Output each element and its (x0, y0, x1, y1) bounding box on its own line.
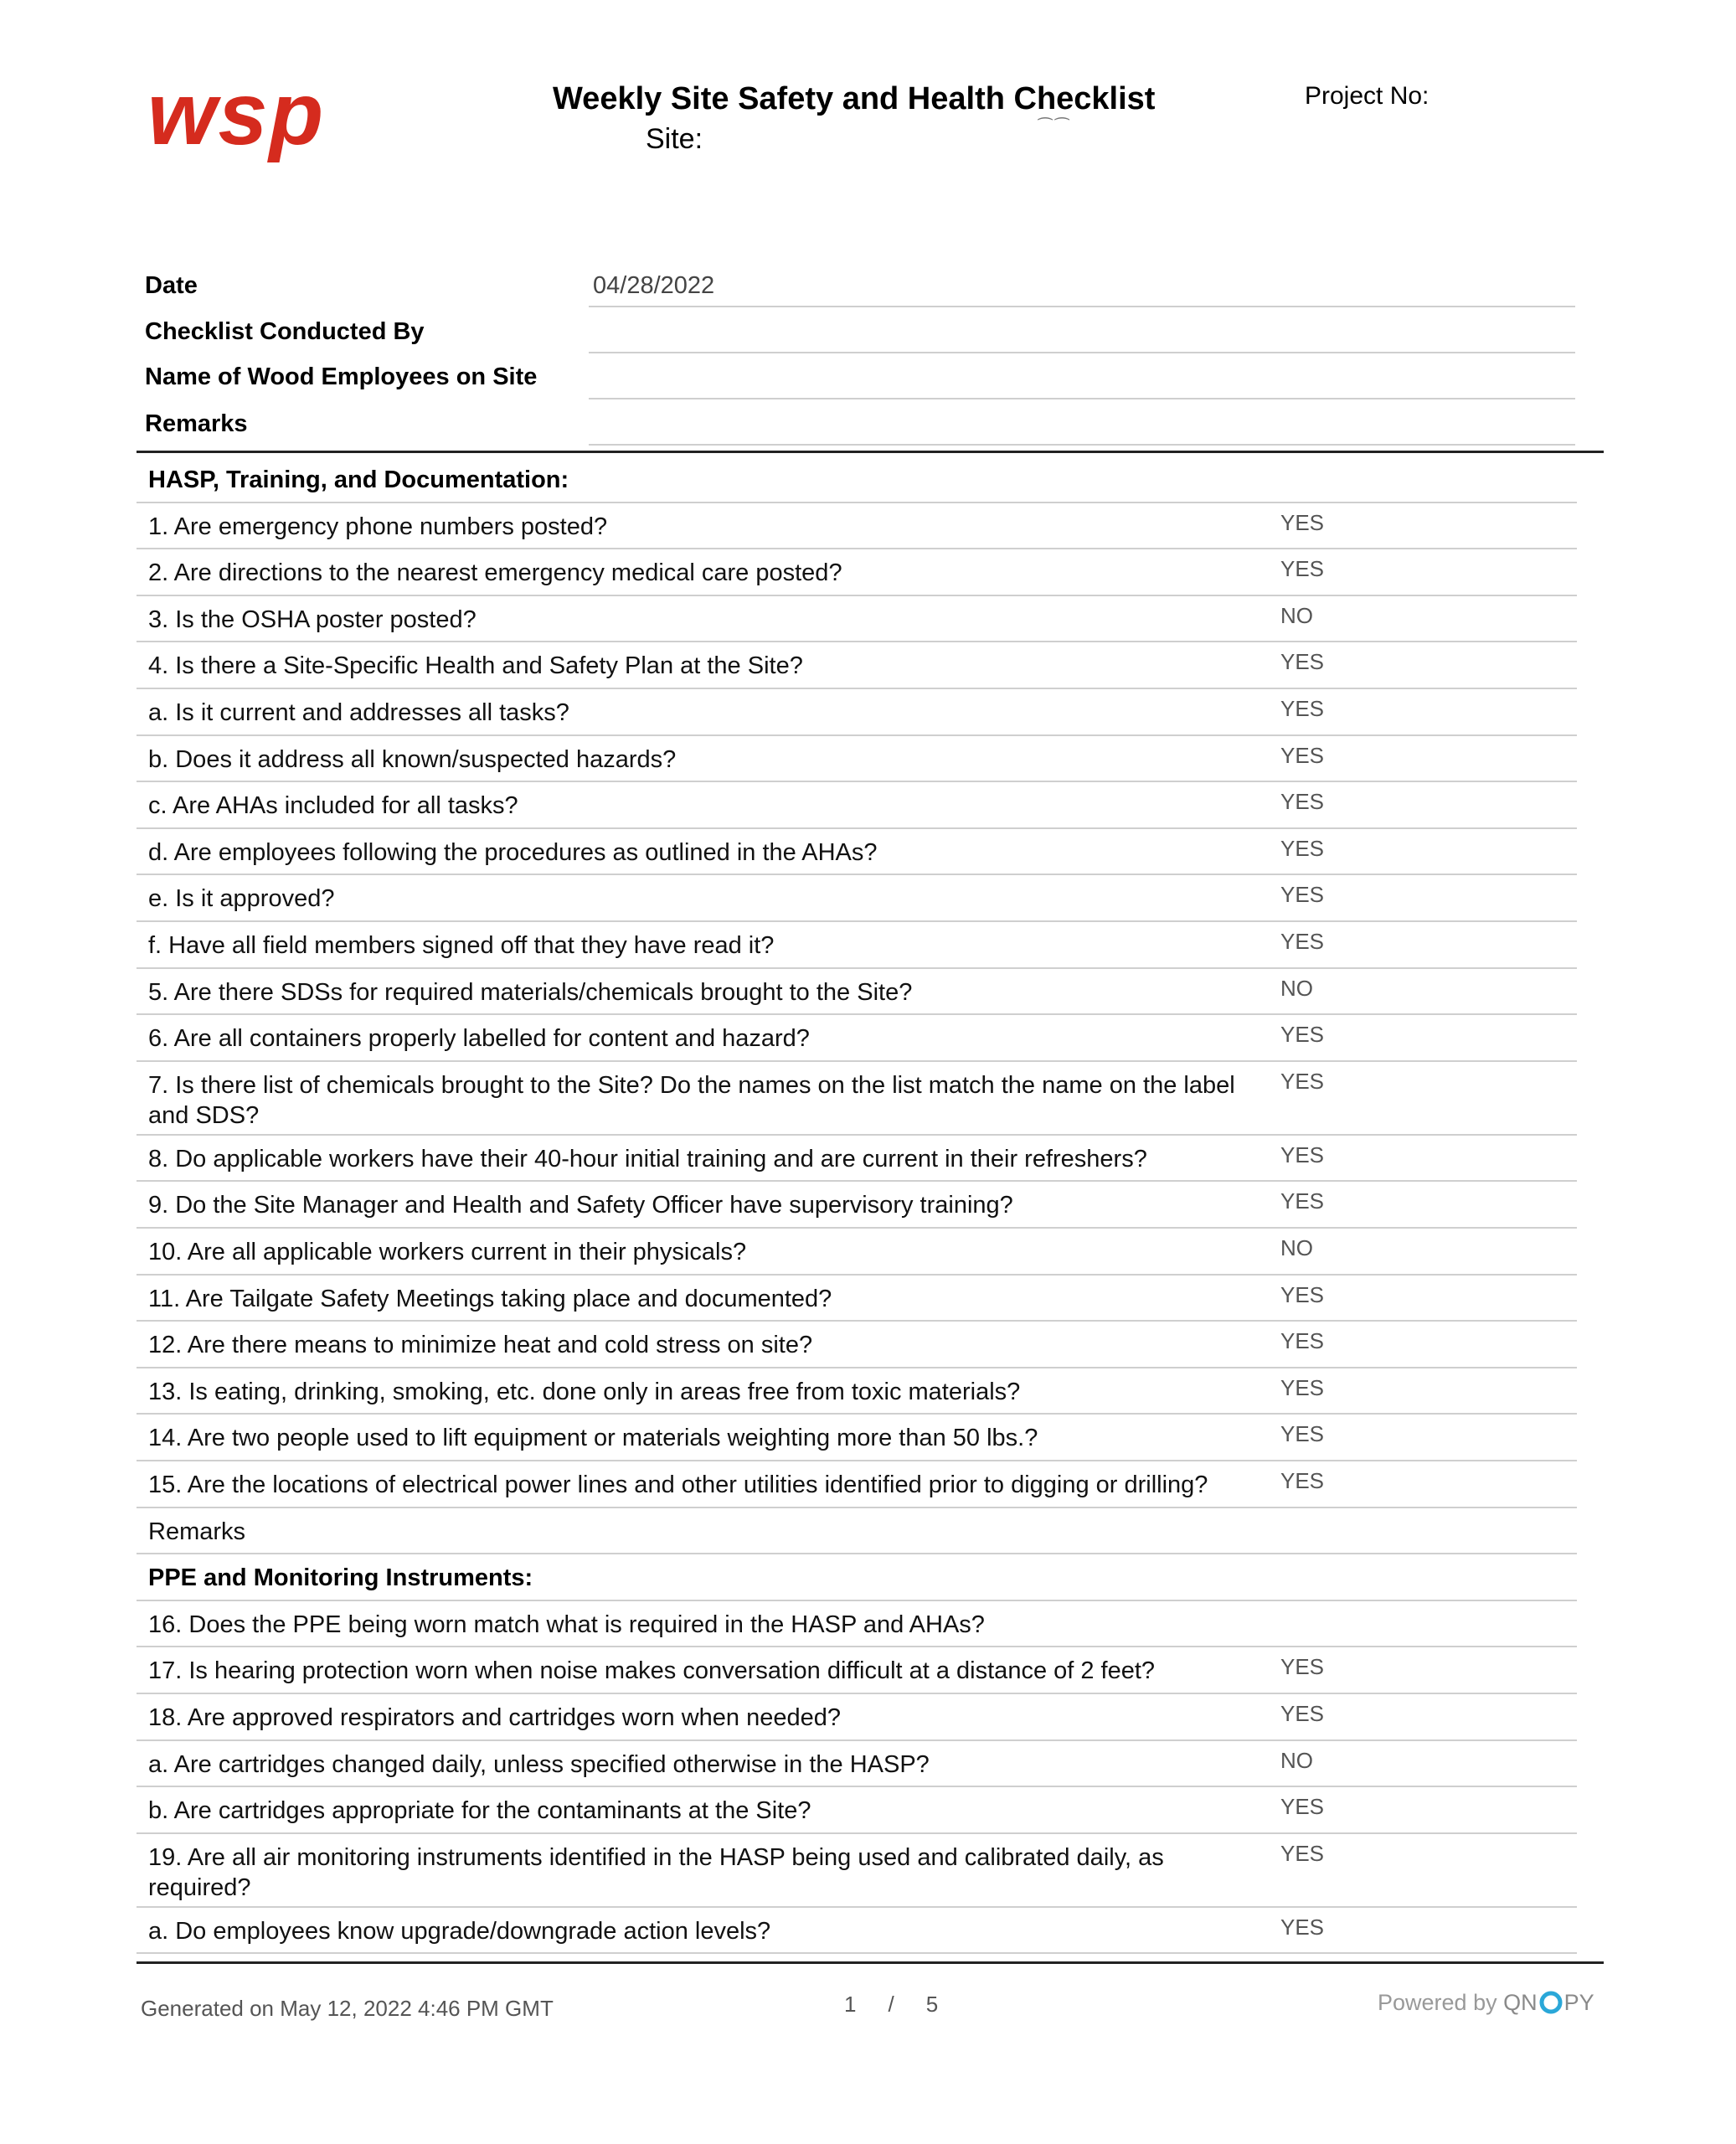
question-text: 7. Is there list of chemicals brought to the Site? Do the names on the list match the name on the label and SDS? (148, 1071, 1235, 1129)
table-row (137, 1646, 1577, 1694)
table-row (137, 1227, 1577, 1276)
table-row (137, 874, 1577, 922)
brand-name-a: QN (1503, 1990, 1538, 2015)
answer-value: YES (1280, 789, 1325, 815)
conducted-by-underline (589, 352, 1575, 353)
answer-value: YES (1280, 1468, 1325, 1493)
project-number-label: Project No: (1305, 82, 1429, 110)
answer-value: YES (1280, 1022, 1325, 1048)
answer-value: YES (1280, 1794, 1325, 1820)
page-total: 5 (925, 1992, 939, 2017)
question-text: 3. Is the OSHA poster posted? (148, 606, 476, 633)
remarks-label: Remarks (145, 410, 248, 437)
question-text: 16. Does the PPE being worn match what is required in the HASP and AHAs? (148, 1611, 985, 1638)
answer-value: YES (1280, 556, 1325, 582)
section-divider-top (137, 451, 1604, 453)
table-row (137, 1739, 1577, 1788)
question-text: Remarks (148, 1518, 246, 1545)
table-row (137, 1013, 1577, 1062)
answer-value: YES (1280, 882, 1325, 908)
answer-value: YES (1280, 835, 1325, 861)
remarks-underline (589, 444, 1575, 446)
redacted-site-mark: ⁀⁀ (1038, 119, 1073, 137)
question-text: 11. Are Tailgate Safety Meetings taking place and documented? (148, 1285, 832, 1312)
question-text: e. Is it approved? (148, 885, 335, 913)
generated-timestamp: Generated on May 12, 2022 4:46 PM GMT (141, 1996, 554, 2021)
question-text: a. Do employees know upgrade/downgrade action levels? (148, 1917, 771, 1945)
site-label: Site: (646, 123, 703, 155)
employees-underline (589, 398, 1575, 399)
answer-value: YES (1280, 1188, 1325, 1214)
answer-value: YES (1280, 1421, 1325, 1447)
answer-value: YES (1280, 1328, 1325, 1354)
powered-by (1378, 1990, 1594, 2016)
question-text: 15. Are the locations of electrical power lines and other utilities identified prior to digging or drilling? (148, 1471, 1208, 1498)
table-row (137, 502, 1577, 550)
answer-value: NO (1280, 1235, 1313, 1260)
table-row (137, 595, 1577, 643)
table-row (137, 548, 1577, 596)
answer-value: YES (1280, 742, 1325, 768)
answer-value: YES (1280, 1068, 1325, 1094)
conducted-by-label: Checklist Conducted By (145, 318, 425, 345)
table-row (137, 734, 1577, 783)
question-text: 2. Are directions to the nearest emergency medical care posted? (148, 559, 842, 587)
question-text: 19. Are all air monitoring instruments identified in the HASP being used and calibrated daily, as required? (148, 1843, 1164, 1901)
question-text: 14. Are two people used to lift equipment or materials weighting more than 50 lbs.? (148, 1425, 1038, 1452)
question-text: a. Is it current and addresses all tasks? (148, 699, 569, 726)
table-row (137, 1134, 1577, 1183)
question-text: 10. Are all applicable workers current in their physicals? (148, 1239, 747, 1265)
table-row (137, 1460, 1577, 1508)
section-heading-row (137, 455, 1577, 503)
answer-value: YES (1280, 1914, 1325, 1940)
employees-label: Name of Wood Employees on Site (145, 363, 538, 390)
section-divider-bottom (137, 1961, 1604, 1964)
answer-value: YES (1280, 1142, 1325, 1167)
question-text: 6. Are all containers properly labelled for content and hazard? (148, 1025, 810, 1053)
answer-value: YES (1280, 649, 1325, 675)
question-text: 13. Is eating, drinking, smoking, etc. done only in areas free from toxic materials? (148, 1378, 1021, 1405)
table-row (137, 641, 1577, 689)
question-text: b. Are cartridges appropriate for the contaminants at the Site? (148, 1797, 811, 1825)
table-row (137, 1180, 1577, 1229)
page-current: 1 (844, 1992, 857, 2017)
table-row (137, 1906, 1577, 1955)
table-row (137, 1600, 1577, 1648)
table-row (137, 1693, 1577, 1741)
answer-value: YES (1280, 1840, 1325, 1866)
question-text: 18. Are approved respirators and cartridges worn when needed? (148, 1704, 842, 1731)
wsp-logo (147, 77, 357, 181)
question-text: 8. Do applicable workers have their 40-hour initial training and are current in their refreshers? (148, 1145, 1147, 1172)
date-value: 04/28/2022 (593, 272, 715, 299)
answer-value: YES (1280, 1281, 1325, 1307)
question-text: 9. Do the Site Manager and Health and Safety Officer have supervisory training? (148, 1192, 1013, 1219)
question-text: 5. Are there SDSs for required materials/chemicals brought to the Site? (148, 978, 913, 1006)
table-row (137, 967, 1577, 1016)
answer-value: YES (1280, 1701, 1325, 1726)
question-text: f. Have all field members signed off that they have read it? (148, 932, 775, 959)
answer-value: YES (1280, 1654, 1325, 1680)
answer-value: YES (1280, 509, 1325, 535)
answer-value: NO (1280, 1747, 1313, 1773)
brand-circle-icon (1538, 1990, 1563, 2015)
table-row (137, 1507, 1577, 1555)
answer-value: NO (1280, 975, 1313, 1001)
question-text: 12. Are there means to minimize heat and cold stress on site? (148, 1332, 813, 1359)
table-row (137, 688, 1577, 736)
answer-value: NO (1280, 602, 1313, 628)
table-row (137, 920, 1577, 969)
table-row (137, 1367, 1577, 1415)
question-text: b. Does it address all known/suspected hazards? (148, 745, 677, 773)
section-heading-row (137, 1553, 1577, 1601)
page-title: Weekly Site Safety and Health Checklist (553, 81, 1156, 116)
section-heading: HASP, Training, and Documentation: (148, 466, 569, 493)
table-row (137, 1060, 1577, 1136)
date-label: Date (145, 272, 198, 299)
table-row (137, 1413, 1577, 1461)
table-row (137, 1320, 1577, 1368)
question-text: a. Are cartridges changed daily, unless specified otherwise in the HASP? (148, 1750, 930, 1778)
question-text: c. Are AHAs included for all tasks? (148, 792, 518, 820)
page-separator: / (888, 1992, 894, 2017)
answer-value: YES (1280, 696, 1325, 721)
powered-by-prefix: Powered by (1378, 1990, 1497, 2015)
table-row (137, 1832, 1577, 1908)
section-heading: PPE and Monitoring Instruments: (148, 1564, 533, 1592)
brand-name-b: PY (1563, 1990, 1594, 2015)
question-text: 17. Is hearing protection worn when noise makes conversation difficult at a distance of 2 feet? (148, 1657, 1156, 1685)
page-indicator (844, 1992, 970, 2018)
question-text: d. Are employees following the procedures as outlined in the AHAs? (148, 838, 878, 866)
table-row (137, 1786, 1577, 1834)
table-row (137, 827, 1577, 876)
table-row (137, 781, 1577, 829)
answer-value: YES (1280, 929, 1325, 954)
svg-text:wsp: wsp (147, 77, 326, 163)
date-underline (589, 306, 1575, 307)
answer-value: YES (1280, 1374, 1325, 1400)
question-text: 4. Is there a Site-Specific Health and Safety Plan at the Site? (148, 652, 803, 680)
table-row (137, 1274, 1577, 1322)
question-text: 1. Are emergency phone numbers posted? (148, 513, 608, 540)
